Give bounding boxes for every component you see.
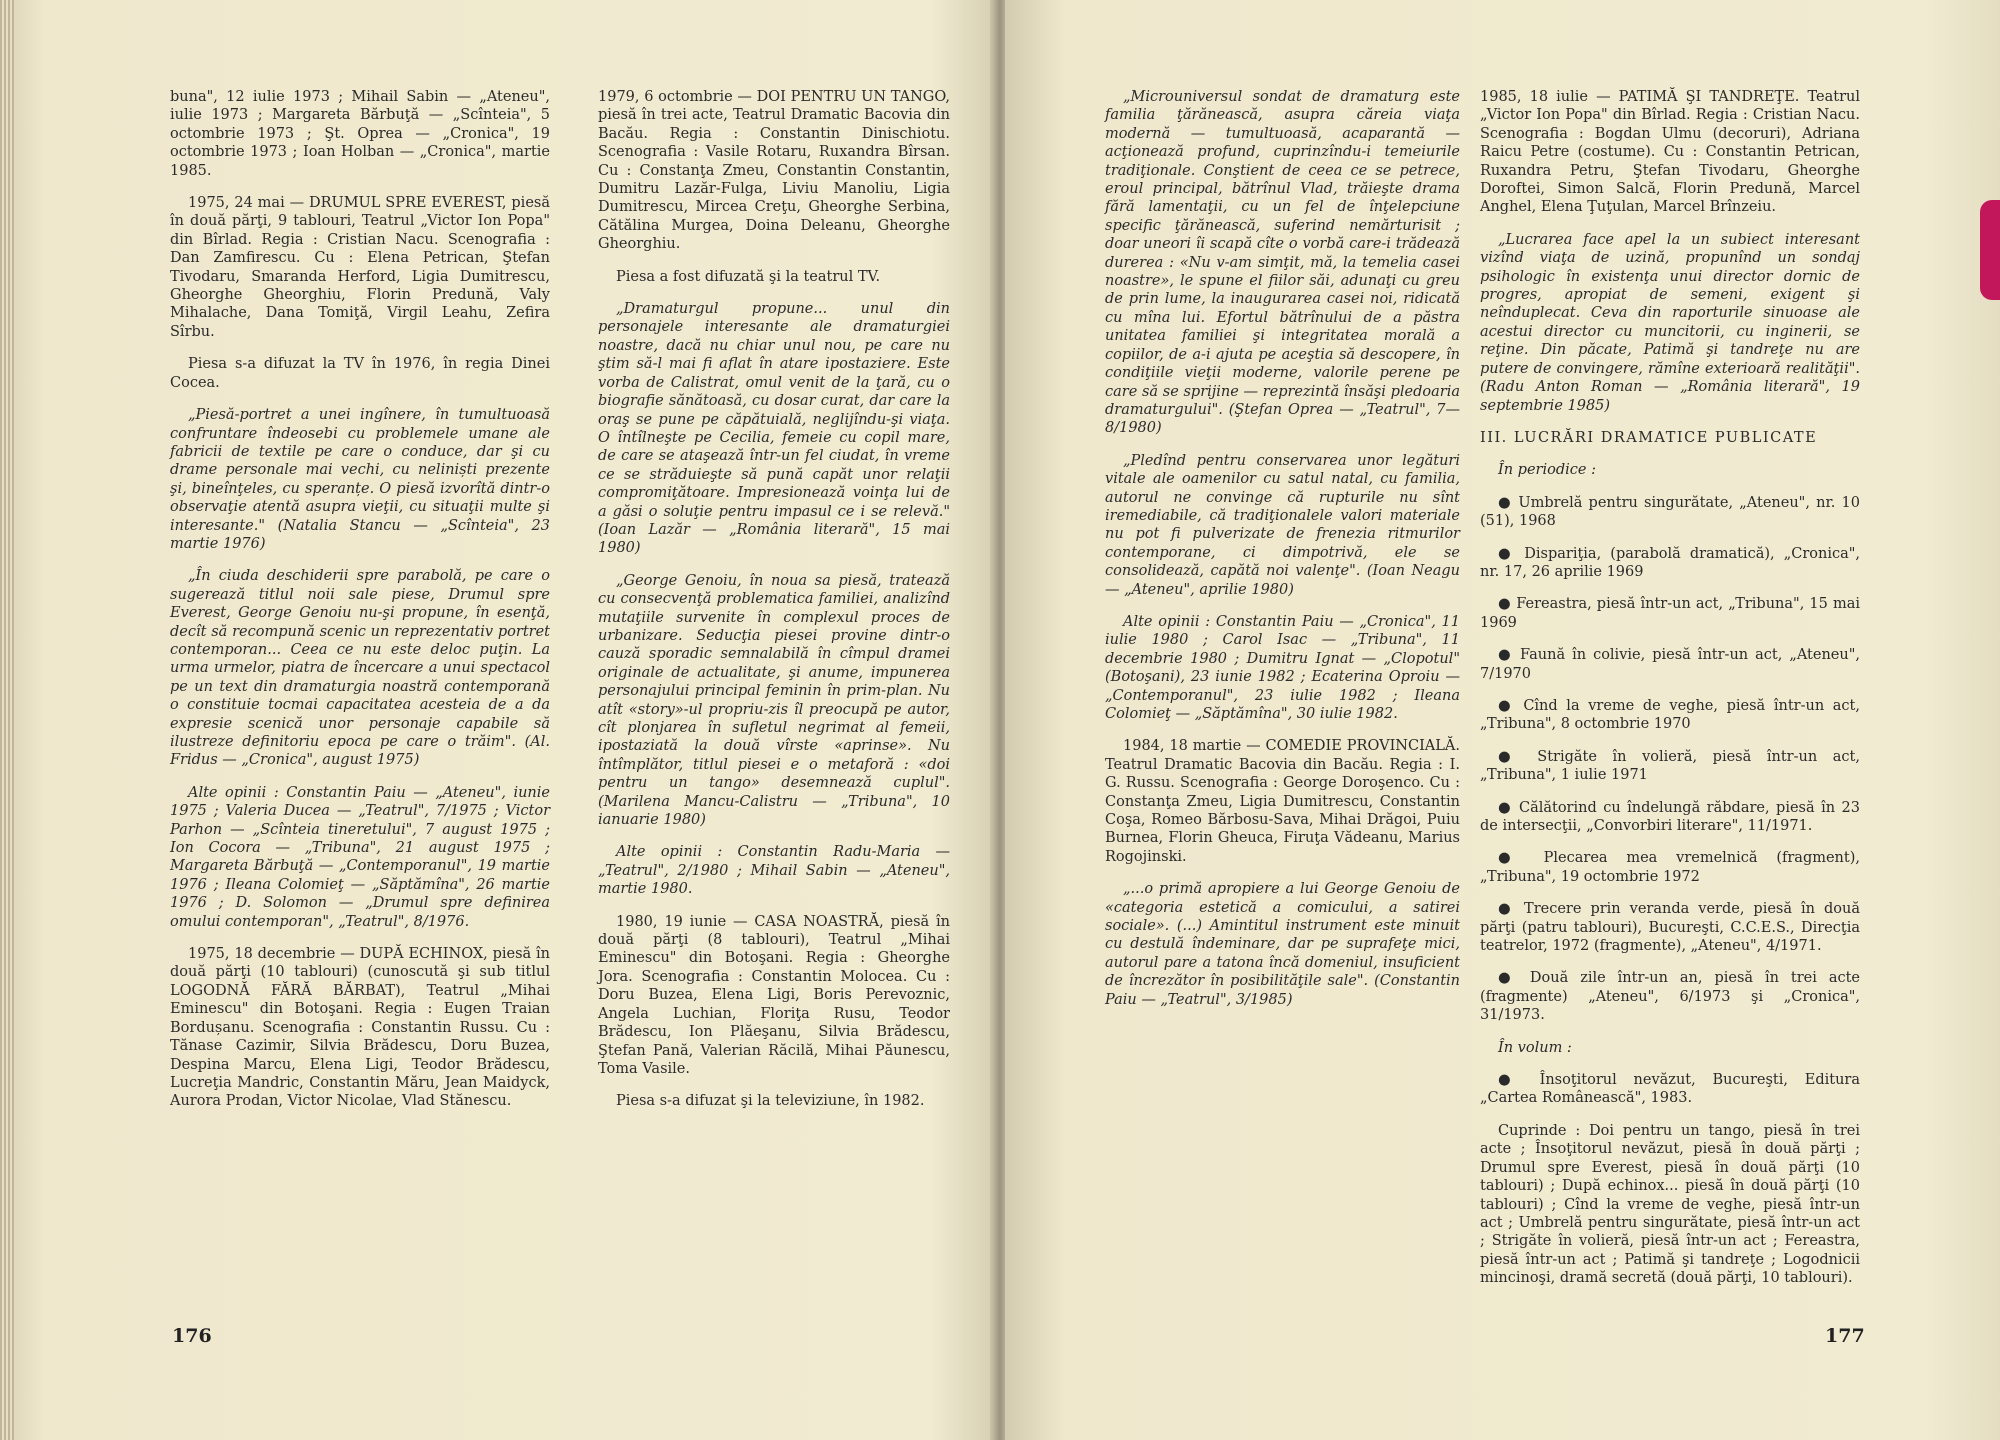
quote: „George Genoiu, în noua sa piesă, tratează cu consecvenţă problematica familiei, analizînd mutaţiile survenite în complexul proces de urbanizare. Seducţia piesei provine dintr-o cauză sporadic semnalabilă în cîmpul dramei originale de actualitate, şi anume, impunerea personajului principal feminin în prim-plan. Nu atît «story»-ul propriu-zis îl preocupă pe autor, cît plonjarea în sufletul negrimat al femeii, ipostaziată la două vîrste «aprinse». Nu întîmplător, titlul piesei e o metaforă : «doi pentru un tango» desemnează cuplul". (Marilena Mancu-Calistru — „Tribuna", 10 ianuarie 1980) (598, 572, 950, 829)
paragraph: 1985, 18 iulie — PATIMĂ ŞI TANDREŢE. Teatrul „Victor Ion Popa" din Bîrlad. Regia : Cristian Nacu. Scenografia : Bogdan Ulmu (decoruri), Adriana Raicu Petre (costume). Cu : Constantin Petrican, Ruxandra Petru, Ştefan Tivodaru, Gheorghe Doroftei, Simon Salcă, Florin Predună, Marcel Anghel, Elena Ţuţulan, Marcel Brînzeiu. (1480, 89, 1860, 216)
column-2 (598, 88, 950, 1125)
right-page (1005, 0, 2000, 1440)
paragraph: Piesa s-a difuzat la TV în 1976, în regia Dinei Cocea. (170, 356, 550, 391)
page-number: 177 (1825, 1325, 1865, 1347)
left-page (0, 0, 995, 1440)
subheading: În periodice : (1498, 462, 1596, 479)
paragraph: Piesa s-a difuzat şi la televiziune, în 1982. (616, 1093, 925, 1110)
paragraph: 1975, 24 mai — DRUMUL SPRE EVEREST, piesă în două părţi, 9 tablouri, Teatrul „Victor Ion Popa" din Bîrlad. Regia : Cristian Nacu. Scenografia : Dan Zamfirescu. Cu : Elena Petrican, Ştefan Tivodaru, Smaranda Herford, Ligia Dumitrescu, Gheorghe Gheorghiu, Florin Predună, Valy Mihalache, Dana Tomiţă, Virgil Leahu, Zefira Sîrbu. (170, 195, 550, 340)
other-opinions: Alte opinii : Constantin Paiu — „Cronica", 11 iulie 1980 ; Carol Isac — „Tribuna", 11 decembrie 1980 ; Dumitru Ignat — „Clopotul" (Botoşani), 23 iunie 1982 ; Ecaterina Oproiu — „Contemporanul", 23 iulie 1982 ; Ileana Colomieţ — „Săptămîna", 30 iulie 1982. (1105, 613, 1460, 722)
list-item: ● Trecere prin veranda verde, piesă în două părţi (patru tablouri), Bucureşti, C.C.E.S., Direcţia teatrelor, 1972 (fragmente), „Ateneu", 4/1971. (1480, 901, 1860, 955)
list-item: ● Două zile într-un an, piesă în trei acte (fragmente) „Ateneu", 6/1973 şi „Cronica", 31/1973. (1480, 970, 1860, 1024)
paragraph: 1984, 18 martie — COMEDIE PROVINCIALĂ. Teatrul Dramatic Bacovia din Bacău. Regia : I. G. Russu. Scenografia : George Doroşenco. Cu : Constanţa Zmeu, Ligia Dumitrescu, Constantin Coşa, Romeo Bărbosu-Sava, Mihai Drăgoi, Puiu Burnea, Florin Gheuca, Firuţa Vădeanu, Marius Rogojinski. (1105, 738, 1460, 865)
page-number: 176 (172, 1325, 212, 1347)
other-opinions: Alte opinii : Constantin Radu-Maria — „Teatrul", 2/1980 ; Mihail Sabin — „Ateneu", martie 1980. (598, 844, 950, 898)
page-edge (0, 0, 14, 1440)
subheading: În volum : (1498, 1039, 1572, 1056)
list-item: ● Fereastra, piesă într-un act, „Tribuna", 15 mai 1969 (1480, 596, 1860, 631)
list-item: ● Dispariţia, (parabolă dramatică), „Cronica", nr. 17, 26 aprilie 1969 (1480, 545, 1860, 580)
paragraph: Cuprinde : Doi pentru un tango, piesă în trei acte ; Însoţitorul nevăzut, piesă în două părţi ; Drumul spre Everest, piesă în două părţi (10 tablouri) ; După echinox... piesă în două părţi (10 tablouri) ; Cînd la vreme de veghe, piesă într-un act ; Umbrelă pentru singurătate, piesă într-un act ; Strigăte în volieră, piesă într-un act ; Fereastra, piesă într-un act ; Patimă şi tandreţe ; Logodnicii mincinoşi, dramă secretă (două părţi, 10 tablouri). (1480, 1122, 1860, 1287)
column-4 (1480, 88, 1860, 1302)
list-item: ● Umbrelă pentru singurătate, „Ateneu", nr. 10 (51), 1968 (1480, 494, 1860, 530)
column-3 (1105, 88, 1460, 1023)
column-1 (170, 88, 550, 1125)
paragraph: 1975, 18 decembrie — DUPĂ ECHINOX, piesă în două părţi (10 tablouri) (cunoscută şi sub titlul LOGODNĂ FĂRĂ BĂRBAT), Teatrul „Mihai Eminescu" din Botoşani. Regia : Eugen Traian Bordușanu. Scenografia : Constantin Russu. Cu : Tănase Cazimir, Silvia Brădescu, Doru Buzea, Despina Marcu, Elena Ligi, Teodor Brădescu, Lucreţia Mandric, Constantin Măru, Jean Maidyck, Aurora Prodan, Victor Nicolae, Vlad Stănescu. (170, 946, 550, 1110)
list-item: ● Plecarea mea vremelnică (fragment), „Tribuna", 19 octombrie 1972 (1480, 850, 1860, 885)
quote: „Microuniversul sondat de dramaturg este familia ţărănească, asupra căreia viaţa modernă — tumultuoasă, acaparantă — acţionează profund, cuprinzîndu-i temeiurile tradiţionale. Conştient de ceea ce se petrece, eroul principal, bătrînul Vlad, trăieşte drama fără lamentaţii, cu un fel de înţelepciune specific ţărănească, suferind nemărturisit ; doar uneori îi scapă cîte o vorbă care-i trădează durerea : «Nu v-am simţit, mă, la temelia casei noastre», le spune el fiilor săi, adunaţi cu greu de prin lume, la inaugurarea casei noi, ridicată cu mîna lui. Efortul bătrînului de a păstra unitatea familiei şi integritatea morală a copiilor, de a-i ajuta pe aceştia să descopere, în condiţiile vieţii moderne, valorile perene pe care să se sprijine — reprezintă însăşi pledoaria dramaturgului". (Ştefan Oprea — „Teatrul", 7—8/1980) (1105, 89, 1460, 437)
paragraph: 1979, 6 octombrie — DOI PENTRU UN TANGO, piesă în trei acte, Teatrul Dramatic Bacovia din Bacău. Regia : Constantin Dinischiotu. Scenografia : Vasile Rotaru, Ruxandra Bîrsan. Cu : Constanţa Zmeu, Constantin Constantin, Dumitru Lazăr-Fulga, Liviu Manoliu, Ligia Dumitrescu, Mircea Creţu, Gheorghe Serbina, Cătălina Murgea, Doina Deleanu, Gheorghe Gheorghiu. (598, 89, 950, 253)
paragraph: buna", 12 iulie 1973 ; Mihail Sabin — „Ateneu", iulie 1973 ; Margareta Bărbuţă — „Scînteia", 5 octombrie 1973 ; Şt. Oprea — „Cronica", 19 octombrie 1973 ; Ioan Holban — „Cronica", martie 1985. (170, 89, 550, 179)
list-item: ● Călătorind cu îndelungă răbdare, piesă în 23 de intersecţii, „Convorbiri literare", 11/1971. (1480, 799, 1860, 834)
quote: „...o primă apropiere a lui George Genoiu de «categoria estetică a comicului, a satirei sociale». (...) Amintitul instrument este minuit cu destulă îndeminare, dar pe suprafeţe mici, autorul pare a tatona încă domeniul, insuficient de încrezător în posibilităţile sale". (Constantin Paiu — „Teatrul", 3/1985) (1105, 881, 1460, 1008)
quote: „Lucrarea face apel la un subiect interesant vizînd viaţa de uzină, propunînd un sondaj psihologic în existenţa unui director dornic de progres, apropiat de semeni, exigent şi neînduplecat. Ceva din raporturile sinuoase ale acestui director cu muncitorii, cu inginerii, se reţine. Din păcate, Patimă şi tandreţe nu are putere de convingere, rămîne exterioară realităţii". (Radu Anton Roman — „România literară", 19 septembrie 1985) (1480, 231, 1860, 414)
list-item: ● Cînd la vreme de veghe, piesă într-un act, „Tribuna", 8 octombrie 1970 (1480, 697, 1860, 733)
other-opinions: Alte opinii : Constantin Paiu — „Ateneu", iunie 1975 ; Valeria Ducea — „Teatrul", 7/1975 ; Victor Parhon — „Scînteia tineretului", 7 august 1975 ; Ion Cocora — „Tribuna", 21 august 1975 ; Margareta Bărbuţă — „Contemporanul", 19 martie 1976 ; Ileana Colomieţ — „Săptămîna", 26 martie 1976 ; D. Solomon — „Drumul spre definirea omului contemporan", „Teatrul", 8/1976. (170, 784, 550, 930)
paragraph: Piesa a fost difuzată şi la teatrul TV. (616, 268, 881, 285)
quote: „Dramaturgul propune... unul din personajele interesante ale dramaturgiei noastre, dacă nu chiar unul nou, pe care nu ştim să-l mai fi aflat în atare ipostaziere. Este vorba de Calistrat, omul venit de la ţară, cu o biografie sănătoasă, cu dosar curat, dar care la oraş se pune pe căpătuială, neglijîndu-şi viaţa. O întîlneşte pe Cecilia, femeie cu copil mare, de care se ataşează într-un fel ciudat, în vreme ce se străduieşte să pună capăt unor relaţii compromiţătoare. Impresionează voinţa lui de a găsi o soluţie pentru impasul ce i se relevă." (Ioan Lazăr — „România literară", 15 mai 1980) (598, 301, 950, 557)
list-item: ● Strigăte în volieră, piesă într-un act, „Tribuna", 1 iulie 1971 (1480, 748, 1860, 784)
paragraph: 1980, 19 iunie — CASA NOASTRĂ, piesă în două părţi (8 tablouri), Teatrul „Mihai Eminescu" din Botoşani. Regia : Gheorghe Jora. Scenografia : Constantin Molocea. Cu : Doru Buzea, Elena Ligi, Boris Perevoznic, Angela Luchian, Floriţa Rusu, Teodor Brădescu, Ion Plăeşanu, Silvia Brădescu, Ştefan Pană, Valerian Răcilă, Mihai Păunescu, Toma Vasile. (598, 913, 950, 1077)
bookmark-tab (1980, 200, 2000, 300)
list-item: ● Însoţitorul nevăzut, Bucureşti, Editura „Cartea Românească", 1983. (1480, 1072, 1860, 1107)
section-heading: III. LUCRĂRI DRAMATICE PUBLICATE (1480, 429, 1818, 446)
list-item: ● Faună în colivie, piesă într-un act, „Ateneu", 7/1970 (1480, 647, 1860, 682)
quote: „Piesă-portret a unei ingînere, în tumultuoasă confruntare îndeosebi cu problemele umane ale fabricii de textile pe care o conduce, dar şi cu drame personale mai vechi, cu neliniști prezente şi, bineînţeles, cu speranțe. O piesă izvorîtă dintr-o observaţie atentă asupra vieţii, cu situaţii multe şi interesante." (Natalia Stancu — „Scînteia", 23 martie 1976) (170, 407, 550, 552)
quote: „În ciuda deschiderii spre parabolă, pe care o sugerează titlul noii sale piese, Drumul spre Everest, George Genoiu nu-şi propune, în esenţă, decît să recompună scenic un reprezentativ portret contemporan... Ceea ce nu este deloc puţin. La urma urmelor, piatra de încercare a unui spectacol pe un text din dramaturgia noastră contemporană o constituie tocmai capacitatea acesteia de a da expresie scenică unor personaje capabile să ilustreze definitoriu epoca pe care o trăim". (Al. Fridus — „Cronica", august 1975) (170, 568, 550, 769)
quote: „Pledînd pentru conservarea unor legături vitale ale oamenilor cu satul natal, cu familia, autorul ne convinge că rupturile nu sînt iremediabile, că tradiţionalele valori materiale nu pot fi pulverizate de frenezia ritmurilor contemporane, ci dimpotrivă, ele se consolidează, capătă noi valenţe". (Ioan Neagu — „Ateneu", aprilie 1980) (1105, 452, 1460, 598)
